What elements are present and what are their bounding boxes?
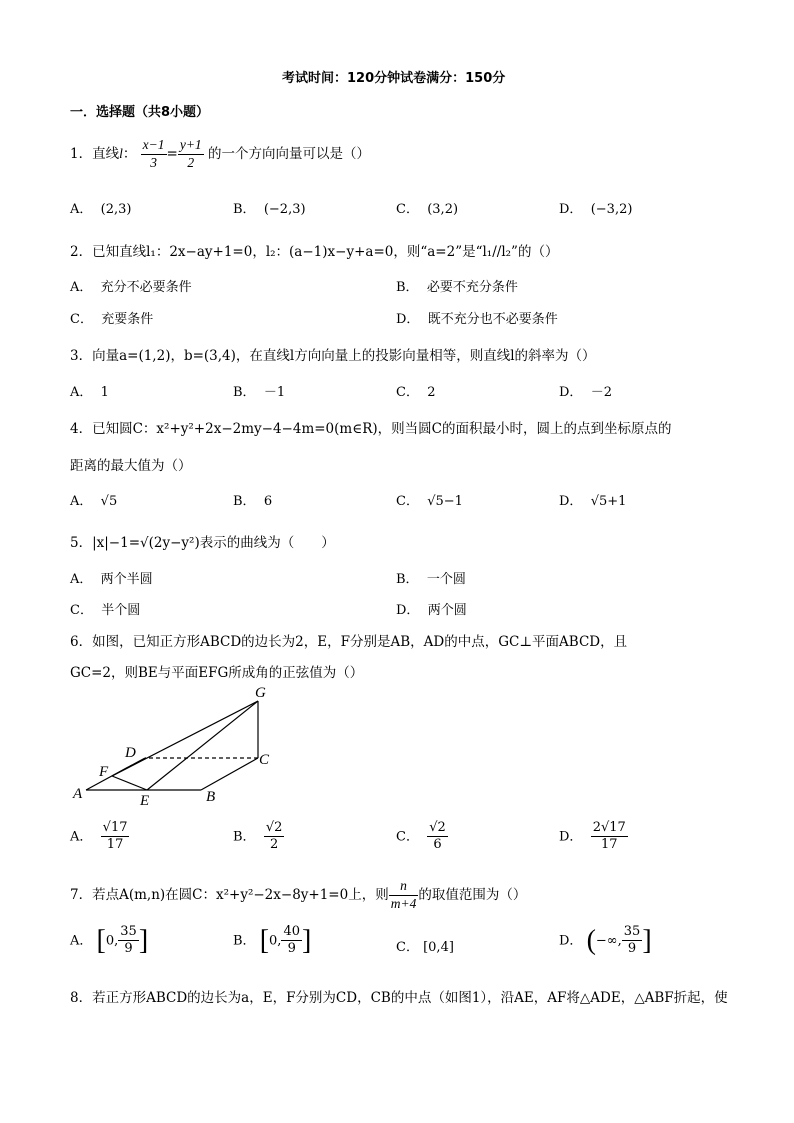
q3-option-b[interactable]: B． －1: [233, 385, 286, 400]
q2-text: 已知直线l₁：2x−ay+1=0，l₂：(a−1)x−y+a=0，则“a=2”是“l₁//l₂”的（）: [92, 244, 559, 260]
q1-post: 的一个方向向量可以是（）: [207, 145, 370, 162]
question-number: 2．: [70, 244, 93, 260]
q3-option-d[interactable]: D． －2: [559, 385, 612, 400]
question-7: [70, 878, 526, 913]
q1-frac2: $\frac{y+1}{2}$: [179, 137, 202, 170]
q6-option-a[interactable]: A． $\frac{√17}{17}$: [70, 820, 128, 853]
edge-bc: [201, 758, 258, 790]
q2-option-a[interactable]: A． 充分不必要条件: [70, 280, 192, 295]
q7-option-c[interactable]: C． [0,4]: [396, 940, 454, 955]
question-number: 3．: [70, 348, 93, 364]
label-b: B: [206, 789, 216, 805]
question-2: [70, 240, 558, 260]
q4-option-c[interactable]: C． √5−1: [396, 494, 463, 509]
q1-option-d[interactable]: D． (−3,2): [559, 202, 633, 217]
label-a: A: [73, 786, 83, 802]
q4-text: 已知圆C：x²+y²+2x−2my−4−4m=0(m∈R)，则当圆C的面积最小时，圆上的点到坐标原点的: [92, 421, 672, 437]
q7-option-b[interactable]: B． [0, $\frac{40}{9}$ ]: [233, 924, 312, 957]
q7-option-d[interactable]: D． (−∞, $\frac{35}{9}$ ]: [559, 924, 652, 957]
q5-option-d[interactable]: D． 两个圆: [396, 603, 467, 618]
question-number: 6．: [70, 634, 93, 650]
q7-text-pre: 若点A(m,n)在圆C：x²+y²−2x−8y+1=0上，则: [92, 886, 389, 903]
q6-option-c[interactable]: C． $\frac{√2}{6}$: [396, 820, 446, 853]
q1-option-c[interactable]: C． (3,2): [396, 202, 459, 217]
q5-option-a[interactable]: A． 两个半圆: [70, 572, 153, 587]
question-6-line2: GC=2，则BE与平面EFG所成角的正弦值为（）: [70, 665, 364, 681]
q3-option-a[interactable]: A． 1: [70, 385, 109, 400]
edge-fe: [112, 776, 147, 790]
label-g: G: [255, 685, 266, 701]
question-number: 5．: [70, 535, 93, 551]
section-title: 一．选择题（共8小题）: [70, 105, 210, 120]
question-number: 4．: [70, 421, 93, 437]
q6-option-d[interactable]: D． $\frac{2√17}{17}$: [559, 820, 626, 853]
q2-option-c[interactable]: C． 充要条件: [70, 312, 154, 327]
label-c: C: [259, 752, 270, 768]
q1-prefix: 直线: [92, 145, 120, 162]
q2-option-b[interactable]: B． 必要不充分条件: [396, 280, 518, 295]
q4-option-a[interactable]: A． √5: [70, 494, 118, 509]
exam-header: 考试时间：120分钟试卷满分：150分: [282, 71, 506, 86]
q1-eq: =: [166, 145, 178, 162]
question-1: [70, 137, 370, 172]
question-number: 8．: [70, 990, 93, 1006]
edge-fd: [112, 765, 132, 776]
label-d: D: [125, 745, 136, 761]
question-8: [70, 986, 728, 1006]
question-number: 1．: [70, 145, 93, 162]
question-number: 7．: [70, 886, 93, 903]
q1-var: l: [119, 145, 123, 161]
question-6: [70, 630, 627, 650]
q3-text: 向量a=(1,2)，b=(3,4)，在直线l方向向量上的投影向量相等，则直线l的斜率为（）: [92, 348, 596, 364]
q8-text: 若正方形ABCD的边长为a，E，F分别为CD，CB的中点（如图1），沿AE，AF将△ADE，△ABF折起，使: [92, 990, 728, 1006]
q4-option-b[interactable]: B． 6: [233, 494, 273, 509]
edge-ge: [147, 701, 258, 790]
question-5: [70, 531, 335, 551]
q1-option-a[interactable]: A． (2,3): [70, 202, 132, 217]
q1-colon: ：: [122, 145, 137, 162]
q4-option-d[interactable]: D． √5+1: [559, 494, 627, 509]
label-f: F: [99, 764, 109, 780]
q1-option-b[interactable]: B． (−2,3): [233, 202, 306, 217]
q3-option-c[interactable]: C． 2: [396, 385, 436, 400]
q1-frac1: $\frac{x-1}{3}$: [142, 137, 165, 170]
question-4-line2: 距离的最大值为（）: [70, 458, 192, 474]
q7-text-post: 的取值范围为（）: [418, 886, 527, 903]
q5-text: |x|−1=√(2y−y²)表示的曲线为（ ）: [92, 535, 335, 551]
q6-text: 如图，已知正方形ABCD的边长为2，E，F分别是AB，AD的中点，GC⊥平面ABCD，且: [92, 634, 628, 650]
question-4: [70, 417, 671, 437]
question-3: [70, 344, 596, 364]
q5-option-b[interactable]: B． 一个圆: [396, 572, 466, 587]
label-e: E: [140, 793, 150, 809]
q2-option-d[interactable]: D． 既不充分也不必要条件: [396, 312, 558, 327]
q7-frac: $\frac{n}{m+4}$: [390, 878, 417, 911]
q6-figure: [70, 684, 285, 809]
q7-option-a[interactable]: A． [0, $\frac{35}{9}$ ]: [70, 924, 149, 957]
q5-option-c[interactable]: C． 半个圆: [70, 603, 141, 618]
edge-gf: [112, 701, 258, 776]
q6-option-b[interactable]: B． $\frac{√2}{2}$: [233, 820, 283, 853]
